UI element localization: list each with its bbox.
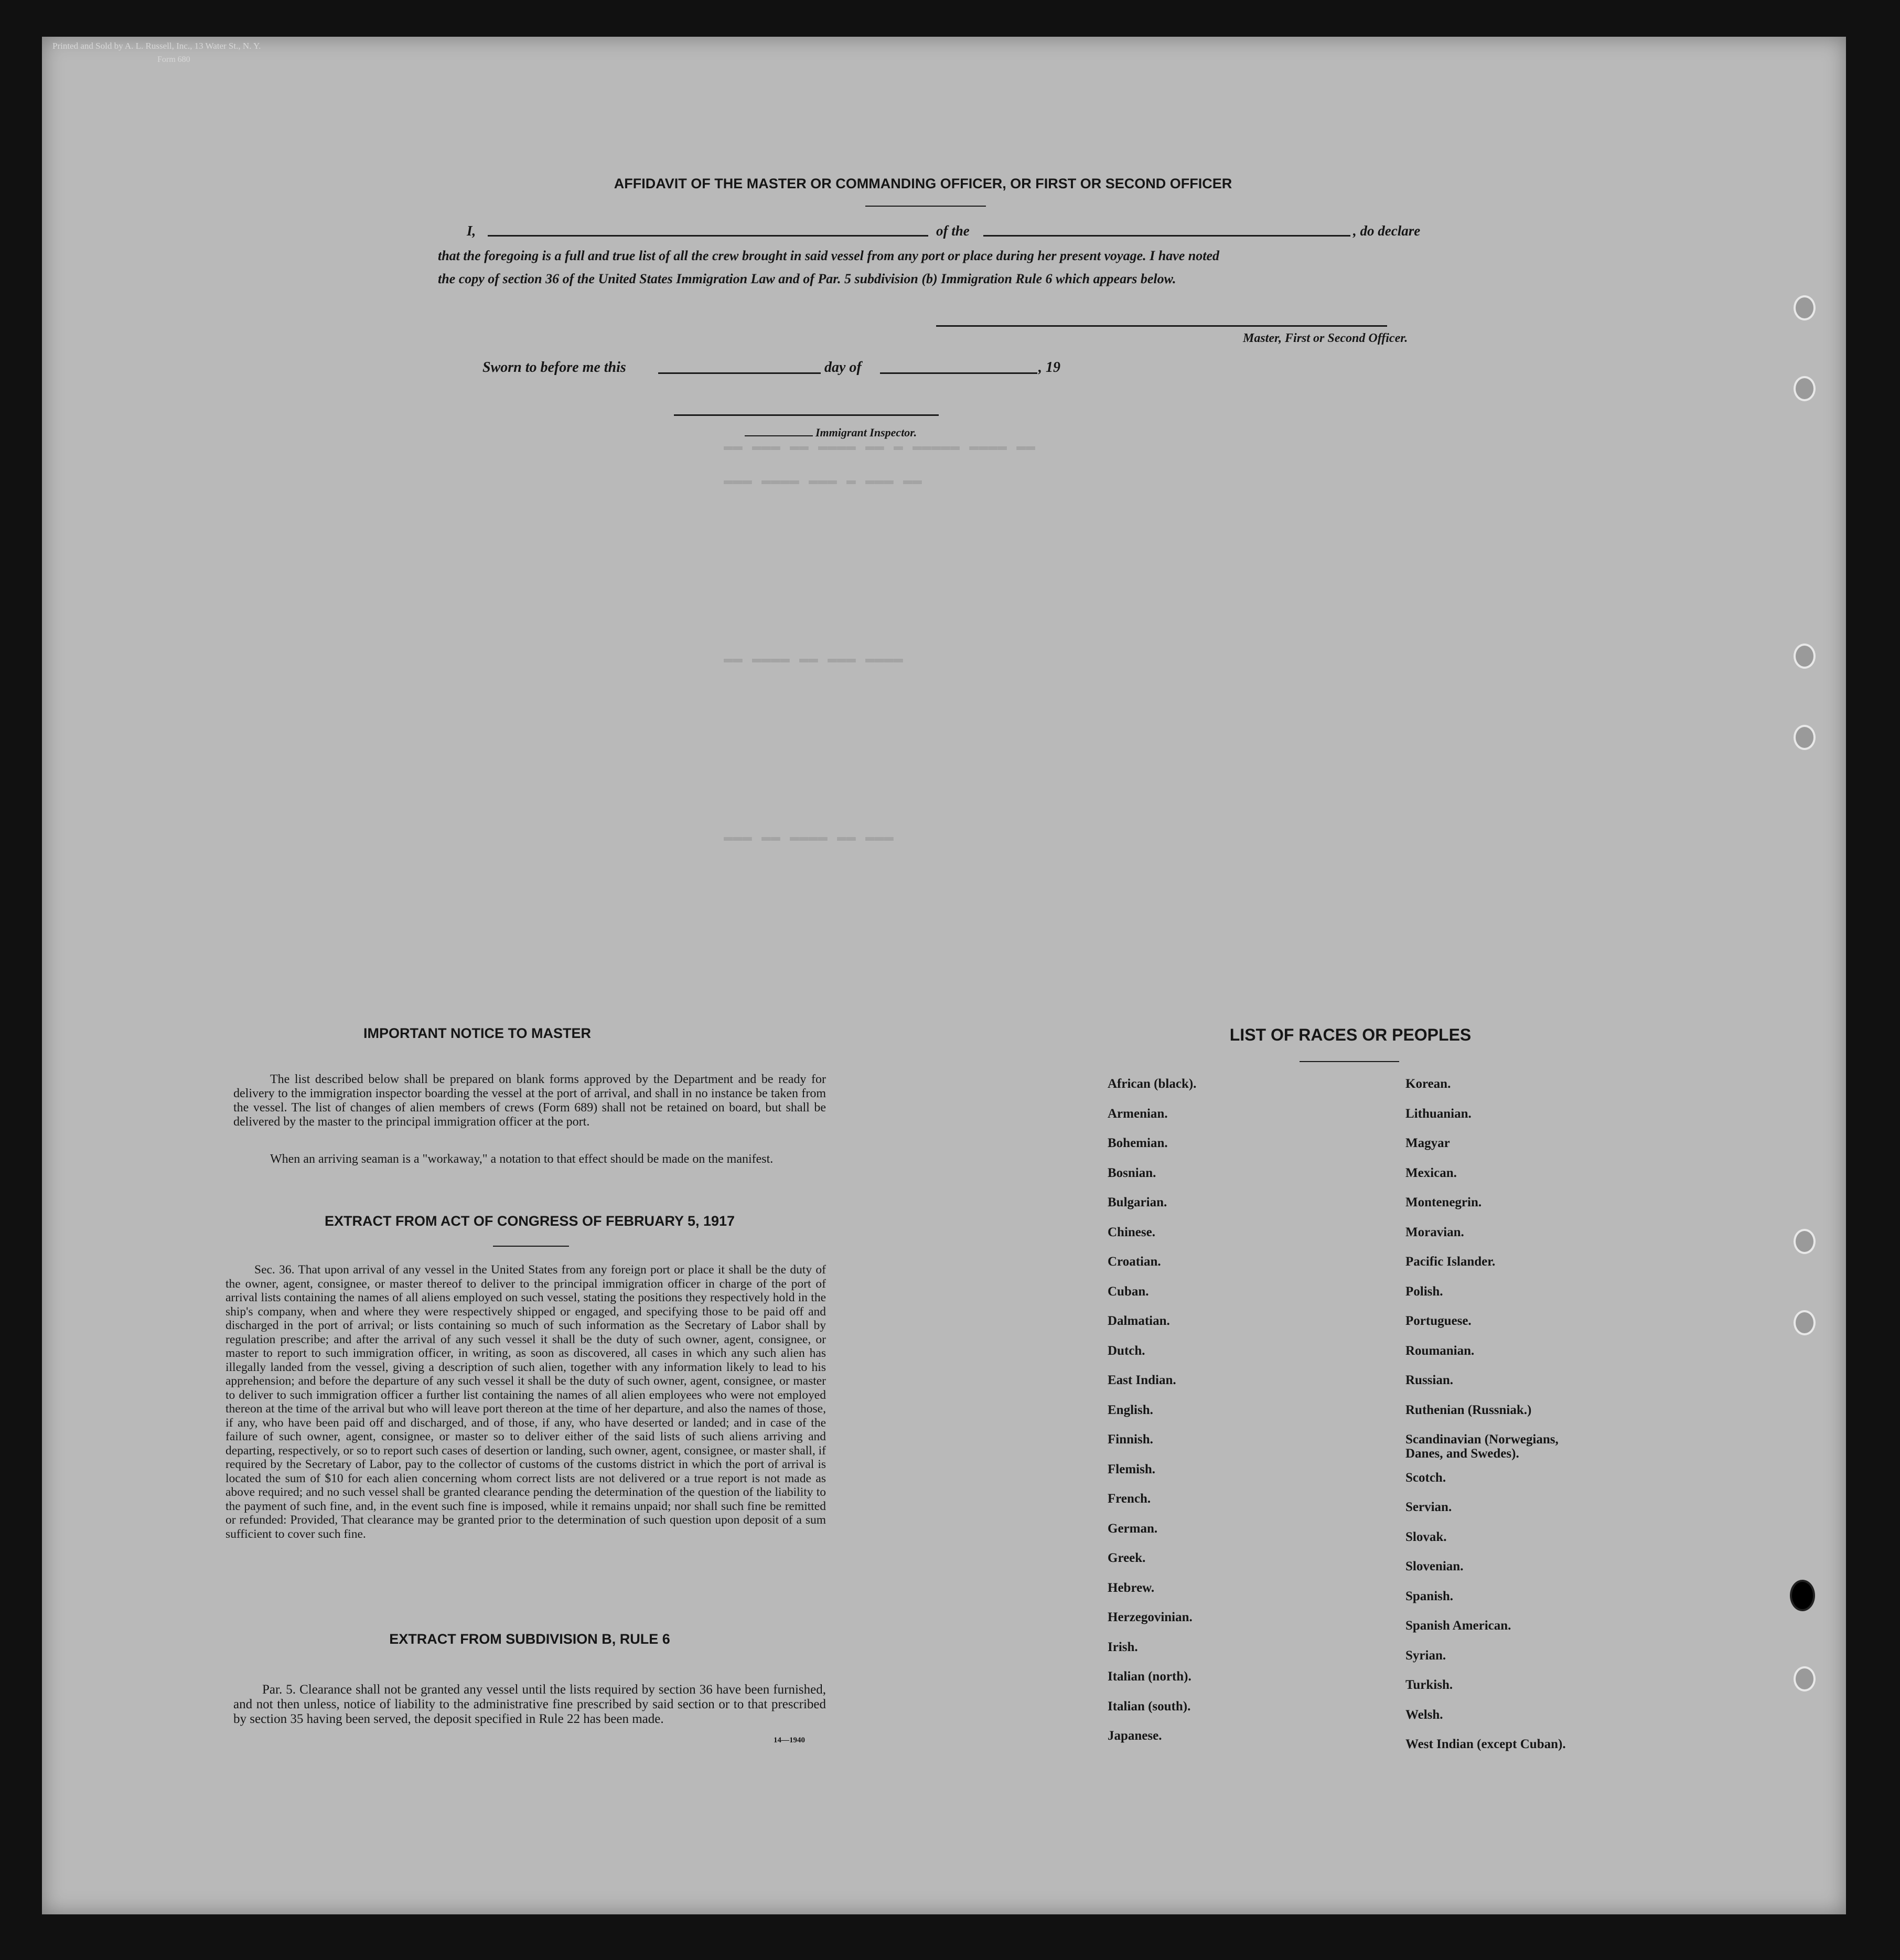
notice-title: IMPORTANT NOTICE TO MASTER xyxy=(363,1025,591,1041)
master-name-field[interactable] xyxy=(488,235,928,237)
sworn-year-label: , 19 xyxy=(1038,359,1060,376)
affidavit-line-2: that the foregoing is a full and true list of all the crew brought in said vessel from any port or place during her present voyage. I have noted xyxy=(438,248,1220,263)
race-item: Montenegrin. xyxy=(1405,1195,1482,1209)
race-item: Magyar xyxy=(1405,1136,1450,1150)
binder-hole xyxy=(1794,1666,1816,1691)
race-item: African (black). xyxy=(1108,1077,1197,1091)
affidavit-title: AFFIDAVIT OF THE MASTER OR COMMANDING OFFICER, OR FIRST OR SECOND OFFICER xyxy=(614,176,1232,191)
race-item: Korean. xyxy=(1405,1077,1451,1091)
race-item: Dutch. xyxy=(1108,1343,1145,1358)
extract-rule-text: Par. 5. Clearance shall not be granted any vessel until the lists required by section 36 have been furnished, and not then unless, notice of liability to the administrative fine prescribed by said section or to that prescribed by section 35 having been served, the deposit specified in Rule 22 has been made. xyxy=(233,1683,826,1726)
binder-hole xyxy=(1794,1229,1816,1254)
race-item: Spanish American. xyxy=(1405,1619,1511,1633)
race-item: Slovak. xyxy=(1405,1529,1447,1544)
binder-hole xyxy=(1794,376,1816,401)
race-item: Slovenian. xyxy=(1405,1559,1464,1573)
race-item: Ruthenian (Russniak.) xyxy=(1405,1402,1532,1417)
race-item: Irish. xyxy=(1108,1640,1138,1654)
race-item: Scotch. xyxy=(1405,1470,1446,1485)
title-divider xyxy=(865,206,986,207)
binder-hole xyxy=(1794,725,1816,750)
race-item: Portuguese. xyxy=(1405,1314,1472,1328)
race-item: Finnish. xyxy=(1108,1432,1153,1447)
notice-paragraph-2: When an arriving seaman is a "workaway," a notation to that effect should be made on the manifest. xyxy=(270,1152,774,1166)
race-item: Turkish. xyxy=(1405,1678,1453,1692)
binder-hole xyxy=(1790,1580,1815,1611)
races-divider xyxy=(1300,1061,1399,1062)
inspector-rule xyxy=(745,435,813,436)
sworn-label: Sworn to before me this xyxy=(482,359,626,376)
extract-act-title: EXTRACT FROM ACT OF CONGRESS OF FEBRUARY 5, 1917 xyxy=(324,1213,735,1229)
race-item: Polish. xyxy=(1405,1284,1443,1299)
race-item: Roumanian. xyxy=(1405,1343,1475,1358)
race-item: Bohemian. xyxy=(1108,1136,1168,1150)
race-item: Greek. xyxy=(1108,1551,1146,1565)
race-item: Italian (south). xyxy=(1108,1699,1191,1713)
inspector-label: Immigrant Inspector. xyxy=(815,426,917,439)
race-item: Dalmatian. xyxy=(1108,1314,1170,1328)
race-item: Croatian. xyxy=(1108,1255,1161,1269)
race-item: Pacific Islander. xyxy=(1405,1255,1496,1269)
printer-imprint: Printed and Sold by A. L. Russell, Inc., 13 Water St., N. Y. xyxy=(52,41,261,51)
race-item: French. xyxy=(1108,1492,1151,1506)
print-code: 14—1940 xyxy=(774,1736,805,1744)
binder-hole xyxy=(1794,644,1816,669)
race-item: Armenian. xyxy=(1108,1106,1168,1121)
extract-act-divider xyxy=(493,1246,569,1247)
race-item: West Indian (except Cuban). xyxy=(1405,1737,1566,1751)
signature-label: Master, First or Second Officer. xyxy=(1243,331,1408,345)
bleed-through-row: ▬▬ ▬▬▬▬ ▬▬ ▬▬▬ ▬▬▬▬ xyxy=(724,650,904,668)
affidavit-of-the: of the xyxy=(936,223,970,239)
race-item: Welsh. xyxy=(1405,1707,1443,1722)
race-item: Scandinavian (Norwegians, Danes, and Swedes). xyxy=(1405,1432,1559,1461)
race-item: Russian. xyxy=(1405,1373,1454,1387)
race-item: Japanese. xyxy=(1108,1729,1162,1743)
sworn-day-field[interactable] xyxy=(658,372,821,374)
race-item: Spanish. xyxy=(1405,1589,1454,1603)
race-item: Cuban. xyxy=(1108,1284,1149,1299)
bleed-through-row: ▬▬ ▬▬▬ ▬▬ ▬▬▬▬ ▬▬ ▬ ▬▬▬▬▬ ▬▬▬▬ ▬▬ xyxy=(724,438,1036,456)
race-item: Syrian. xyxy=(1405,1648,1446,1663)
extract-act-text: Sec. 36. That upon arrival of any vessel in the United States from any foreign port or place it shall be the duty of the owner, agent, consignee, or master thereof to deliver to the principal immigration officer in charge of the port of arrival lists containing the names of all aliens employed on such vessel, stating the positions they respectively hold in the ship's company, when and where they were respectively shipped or engaged, and specifying those to be paid off and discharged in the port of arrival; or lists containing so much of such information as the Secretary of Labor shall by regulation prescribe; and after the arrival of any such vessel it shall be the duty of such owner, agent, consignee, or master to report to such immigration officer, in writing, as soon as discovered, all cases in which any such alien has illegally landed from the vessel, giving a description of such alien, together with any information likely to lead to his apprehension; and before the departure of any such vessel it shall be the duty of such owner, agent, consignee, or master to deliver to such immigration officer a further list containing the names of all alien employees who were not employed thereon at the time of the arrival but who will leave port thereon at the time of her departure, and also the names of those, if any, who have been paid off and discharged, and of those, if any, who have deserted or landed; and in case of the failure of such owner, agent, consignee, or master so to deliver either of the said lists of such aliens arriving and departing, respectively, or so to report such cases of desertion or landing, such owner, agent, consignee, or master shall, if required by the Secretary of Labor, pay to the collector of customs of the customs district in which the port of arrival is located the sum of $10 for each alien concerning whom correct lists are not delivered or a true report is not made as above required; and no such vessel shall be granted clearance pending the determination of the question of the liability to the payment of such fine, and, in the event such fine is imposed, while it remains unpaid; nor shall such fine be remitted or refunded: Provided, That clearance may be granted prior to the determination of such question upon deposit of a sum sufficient to cover such fine. xyxy=(226,1263,826,1541)
race-item: Moravian. xyxy=(1405,1225,1464,1239)
race-item: East Indian. xyxy=(1108,1373,1176,1387)
race-item: Bosnian. xyxy=(1108,1165,1156,1180)
master-signature-field[interactable] xyxy=(936,325,1387,327)
binder-hole xyxy=(1794,295,1816,320)
notice-paragraph-1: The list described below shall be prepared on blank forms approved by the Department and be ready for delivery to the immigration inspector boarding the vessel at the port of arrival, and shall in no instance be taken from the vessel. The list of changes of alien members of crews (Form 689) shall not be retained on board, but shall be delivered by the master to the principal immigration officer at the port. xyxy=(233,1073,826,1129)
races-title: LIST OF RACES OR PEOPLES xyxy=(1229,1025,1472,1044)
race-item: Lithuanian. xyxy=(1405,1106,1472,1121)
race-item: Chinese. xyxy=(1108,1225,1155,1239)
race-item: English. xyxy=(1108,1402,1153,1417)
form-number: Form 680 xyxy=(157,55,190,64)
bleed-through-row: ▬▬▬ ▬▬ ▬▬▬▬ ▬▬ ▬▬▬ xyxy=(724,829,894,847)
sworn-month-field[interactable] xyxy=(880,372,1037,374)
affidavit-line-3: the copy of section 36 of the United States Immigration Law and of Par. 5 subdivision (b) Immigration Rule 6 which appears below. xyxy=(438,271,1176,286)
race-item: Mexican. xyxy=(1405,1165,1457,1180)
race-item: Servian. xyxy=(1405,1500,1452,1514)
race-item: Herzegovinian. xyxy=(1108,1610,1193,1624)
race-item: Flemish. xyxy=(1108,1462,1155,1476)
inspector-signature-field[interactable] xyxy=(674,414,939,416)
affidavit-declare: , do declare xyxy=(1353,223,1421,239)
bleed-through-row: ▬▬▬ ▬▬▬▬ ▬▬▬ ▬ ▬▬▬ ▬▬ xyxy=(724,472,922,490)
binder-hole xyxy=(1794,1310,1816,1335)
extract-rule-title: EXTRACT FROM SUBDIVISION B, RULE 6 xyxy=(389,1631,670,1647)
race-item: Hebrew. xyxy=(1108,1580,1155,1595)
race-item: Bulgarian. xyxy=(1108,1195,1167,1209)
sworn-day-label: day of xyxy=(824,359,862,376)
race-item: Italian (north). xyxy=(1108,1669,1191,1684)
race-item: German. xyxy=(1108,1521,1158,1536)
affidavit-i: I, xyxy=(467,223,476,239)
vessel-name-field[interactable] xyxy=(983,235,1350,237)
